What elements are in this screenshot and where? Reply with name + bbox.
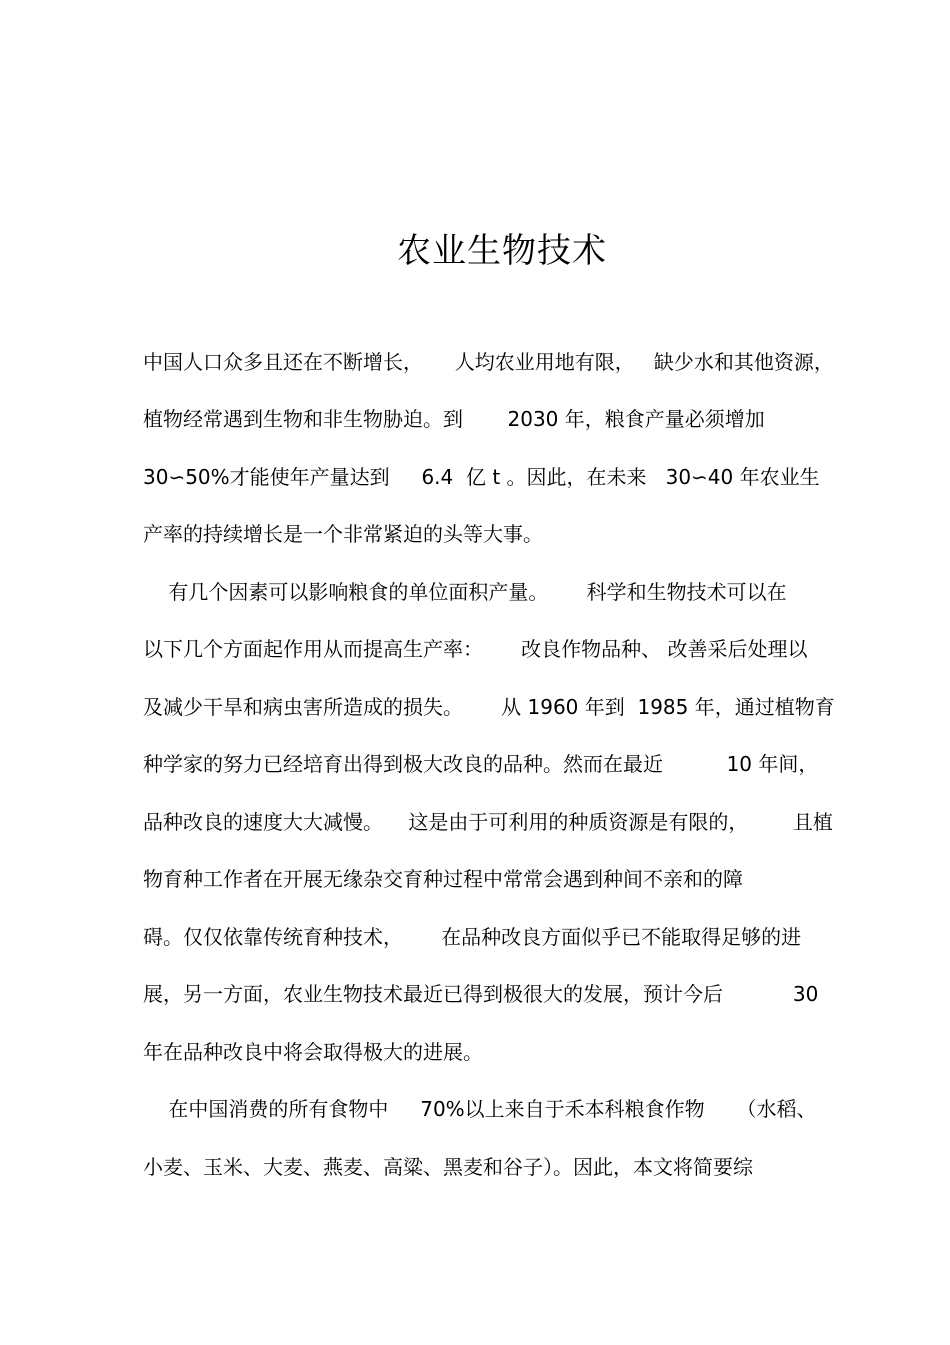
text-line: 植物经常遇到生物和非生物胁迫。到 2030 年，粮食产量必须增加: [143, 407, 765, 431]
text-line: 在中国消费的所有食物中 70%以上来自于禾本科粮食作物 （水稻、: [143, 1097, 817, 1121]
text-line: 以下几个方面起作用从而提高生产率： 改良作物品种、 改善采后处理以: [143, 637, 808, 661]
text-line: 中国人口众多且还在不断增长， 人均农业用地有限， 缺少水和其他资源，: [143, 350, 834, 374]
text-line: 品种改良的速度大大减慢。 这是由于可利用的种质资源是有限的， 且植: [143, 810, 833, 834]
text-line: 有几个因素可以影响粮食的单位面积产量。 科学和生物技术可以在: [143, 580, 787, 604]
text-line: 产率的持续增长是一个非常紧迫的头等大事。: [143, 522, 543, 546]
text-line: 30∽50%才能使年产量达到 6.4 亿 t 。因此，在未来 30∽40 年农业生: [143, 465, 820, 489]
text-line: 物育种工作者在开展无缘杂交育种过程中常常会遇到种间不亲和的障: [143, 867, 743, 891]
text-line: 碍。仅仅依靠传统育种技术， 在品种改良方面似乎已不能取得足够的进: [143, 925, 802, 949]
text-line: 及减少干旱和病虫害所造成的损失。 从 1960 年到 1985 年，通过植物育: [143, 695, 835, 719]
document-title: 农业生物技术: [397, 231, 607, 271]
text-line: 种学家的努力已经培育出得到极大改良的品种。然而在最近 10 年间，: [143, 752, 819, 776]
text-line: 展，另一方面，农业生物技术最近已得到极很大的发展，预计今后 30: [143, 982, 819, 1006]
text-line: 小麦、玉米、大麦、燕麦、高粱、黑麦和谷子）。因此，本文将简要综: [143, 1155, 753, 1179]
text-line: 年在品种改良中将会取得极大的进展。: [143, 1040, 483, 1064]
